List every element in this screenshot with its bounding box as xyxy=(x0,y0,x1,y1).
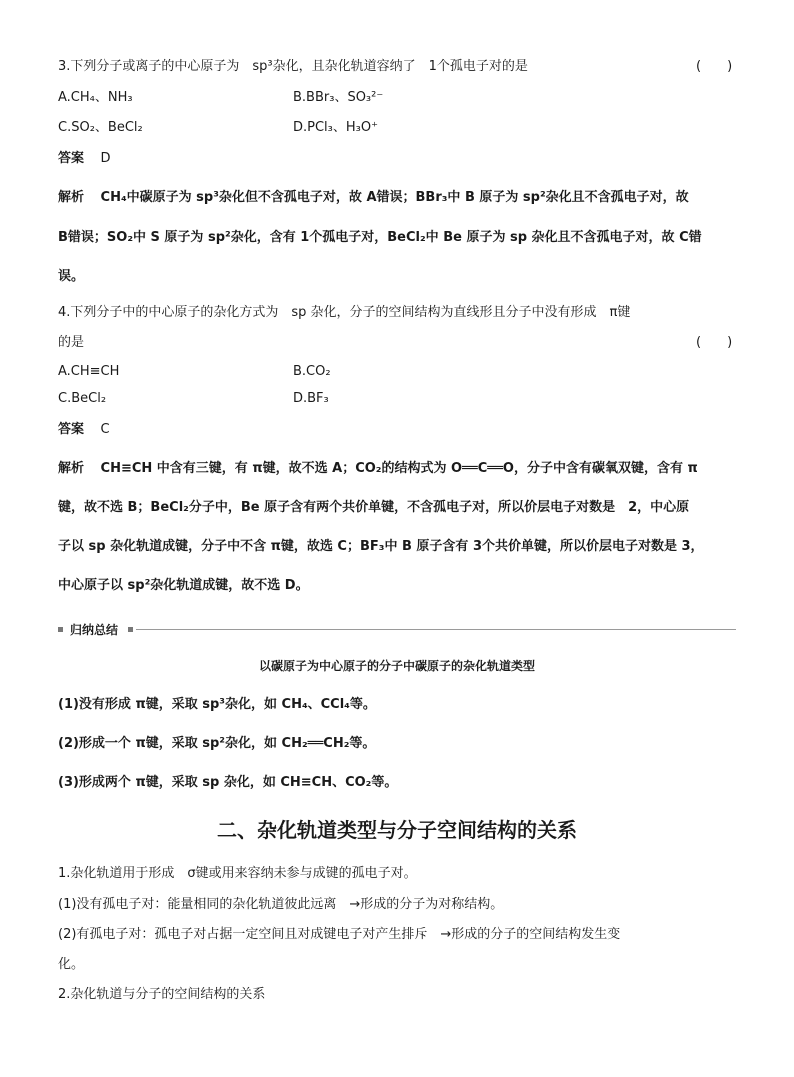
section2-p1-1: (1)没有孤电子对：能量相同的杂化轨道彼此远离 →形成的分子为对称结构。 xyxy=(58,897,504,912)
summary-label: 归纳总结 xyxy=(70,623,119,637)
answer-value: C xyxy=(100,422,110,437)
analysis-label: 解析 xyxy=(58,461,85,476)
q4-stem-line-1: 4.下列分子中的中心原子的杂化方式为 sp 杂化，分子的空间结构为直线形且分子中没有形成 π键 xyxy=(58,305,631,320)
divider xyxy=(136,629,736,630)
q4-option-b: B.CO₂ xyxy=(293,364,331,379)
q3-stem: 3.下列分子或离子的中心原子为 sp³杂化，且杂化轨道容纳了 1个孤电子对的是 xyxy=(58,59,528,74)
q4-answer-paren: ( ) xyxy=(696,335,733,350)
q4-answer xyxy=(58,420,110,440)
section2-p1: 1.杂化轨道用于形成 σ键或用来容纳未参与成键的孤电子对。 xyxy=(58,866,417,881)
section-heading: 二、杂化轨道类型与分子空间结构的关系 xyxy=(217,818,577,842)
q3-answer xyxy=(58,149,111,169)
square-bullet-icon xyxy=(58,627,63,632)
section2-p2: 2.杂化轨道与分子的空间结构的关系 xyxy=(58,987,266,1002)
q3-analysis-line-2: B错误；SO₂中 S 原子为 sp²杂化，含有 1个孤电子对，BeCl₂中 Be 原子为 sp 杂化且不含孤电子对，故 C错 xyxy=(58,230,702,245)
q3-analysis-line-1: 解析 CH₄中碳原子为 sp³杂化但不含孤电子对，故 A错误；BBr₃中 B 原子为 sp²杂化且不含孤电子对，故 xyxy=(58,190,689,205)
summary-header xyxy=(58,620,736,640)
q3-option-a: A.CH₄、NH₃ xyxy=(58,90,133,105)
section2-p1-2-line-2: 化。 xyxy=(58,957,85,972)
q3-answer-paren: ( ) xyxy=(696,59,733,74)
q4-stem-line-2: 的是 xyxy=(58,335,85,350)
q4-option-d: D.BF₃ xyxy=(293,391,329,406)
q4-option-c: C.BeCl₂ xyxy=(58,391,107,406)
analysis-label: 解析 xyxy=(58,190,85,205)
q4-analysis-line-4: 中心原子以 sp²杂化轨道成键，故不选 D。 xyxy=(58,578,309,593)
answer-label: 答案 xyxy=(58,422,85,437)
summary-title: 以碳原子为中心原子的分子中碳原子的杂化轨道类型 xyxy=(258,659,535,673)
q3-option-d: D.PCl₃、H₃O⁺ xyxy=(293,120,378,135)
q4-option-a: A.CH≡CH xyxy=(58,364,120,379)
q4-analysis-line-2: 键，故不选 B；BeCl₂分子中，Be 原子含有两个共价单键，不含孤电子对，所以价层电子对数是 2，中心原 xyxy=(58,500,690,515)
summary-item-3: (3)形成两个 π键，采取 sp 杂化，如 CH≡CH、CO₂等。 xyxy=(58,775,398,790)
answer-label: 答案 xyxy=(58,151,85,166)
square-bullet-icon xyxy=(128,627,133,632)
q3-analysis-line-3: 误。 xyxy=(58,269,85,284)
q3-option-c: C.SO₂、BeCl₂ xyxy=(58,120,143,135)
section2-p1-2-line-1: (2)有孤电子对：孤电子对占据一定空间且对成键电子对产生排斥 →形成的分子的空间结构发生变 xyxy=(58,927,621,942)
q3-option-b: B.BBr₃、SO₃²⁻ xyxy=(293,90,384,105)
summary-item-1: (1)没有形成 π键，采取 sp³杂化，如 CH₄、CCl₄等。 xyxy=(58,697,376,712)
summary-item-2: (2)形成一个 π键，采取 sp²杂化，如 CH₂══CH₂等。 xyxy=(58,736,376,751)
answer-value: D xyxy=(100,151,111,166)
q4-analysis-line-1: 解析 CH≡CH 中含有三键，有 π键，故不选 A；CO₂的结构式为 O══C══O，分子中含有碳氧双键，含有 π xyxy=(58,461,698,476)
q4-analysis-line-3: 子以 sp 杂化轨道成键，分子中不含 π键，故选 C；BF₃中 B 原子含有 3个共价单键，所以价层电子对数是 3， xyxy=(58,539,704,554)
